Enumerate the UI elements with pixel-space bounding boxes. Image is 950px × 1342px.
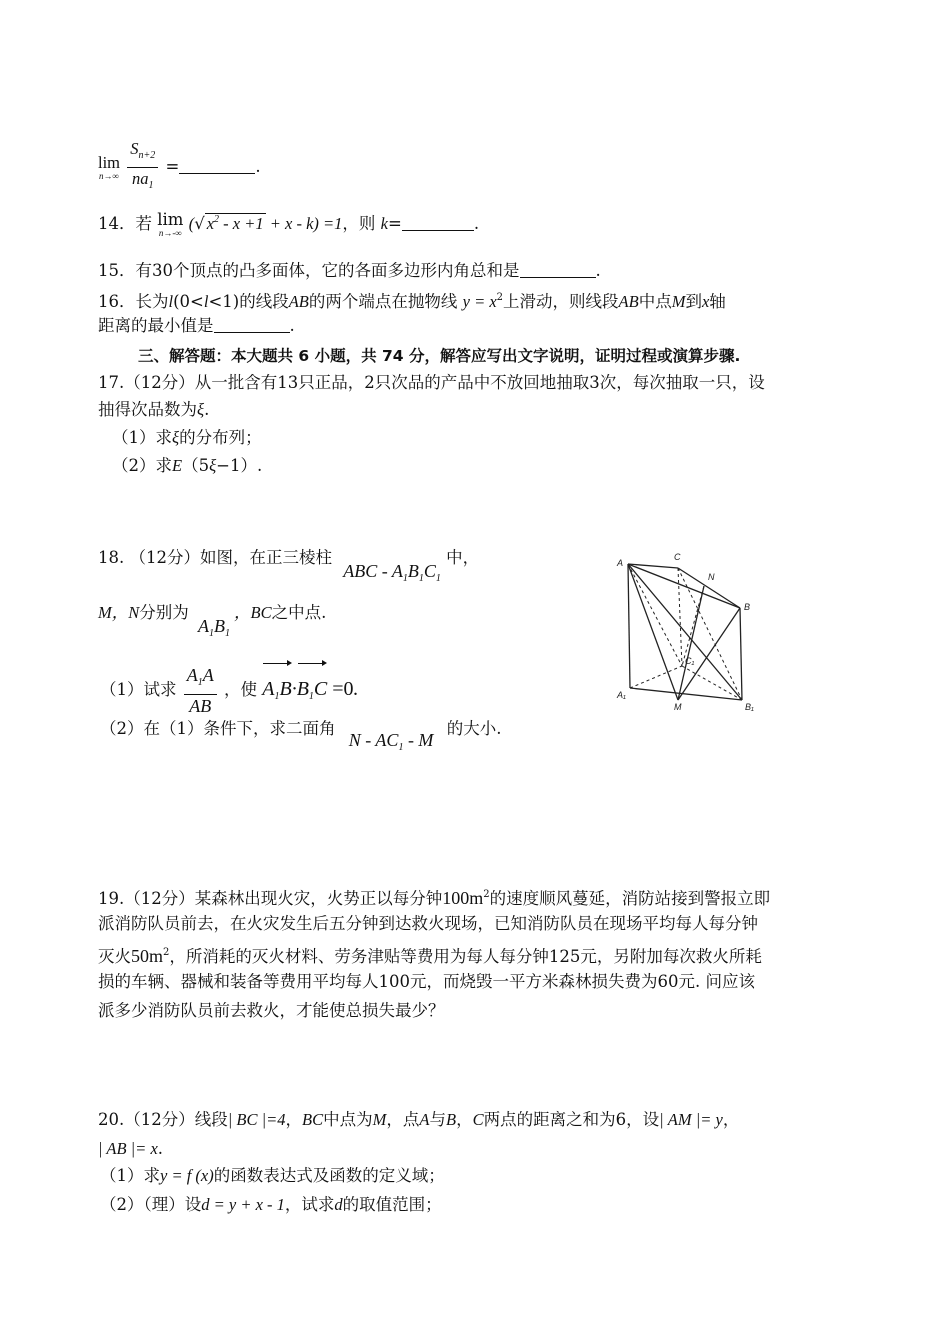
question-19-line1: 19.（12分）某森林出现火灾，火势正以每分钟$100m^2$的速度顺风蔓延，消防站接到警报立即 — [98, 888, 771, 908]
question-20-part1: （1）求y = f (x)的函数表达式及函数的定义域； — [100, 1166, 445, 1185]
question-16-line2: 距离的最小值是 . — [98, 316, 295, 335]
question-17-line1: 17.（12分）从一批含有13只正品，2只次品的产品中不放回地抽取3次，每次抽取一只，设 — [98, 373, 765, 392]
question-18-line1: 18. （12分）如图，在正三棱柱 ABC - $A_1B_1C_1$ 中， — [98, 548, 480, 584]
limit-operator: lim n→-∞ — [157, 209, 184, 238]
question-18-part1: （1）试求 $\frac{A_1A}{AB}$ ，使 $A_1B\cdot B_1C =0$. — [100, 660, 359, 722]
label-m: M — [674, 702, 682, 712]
label-c1: C₁ — [685, 656, 695, 666]
dihedral-angle-name: N - $AC_1$ - M — [348, 730, 434, 753]
question-20-part2: （2）（理）设d = y + x - 1，试求d的取值范围； — [100, 1195, 442, 1214]
fraction: $\frac{S_{n+2}}{na_1}$ — [127, 138, 158, 197]
limit-operator: lim n→∞ — [98, 152, 121, 181]
sqrt-expression: $x^2 - x +1$ — [206, 214, 264, 233]
question-20-line2: | AB |= x. — [98, 1139, 164, 1158]
question-15: 15．有30个顶点的凸多面体，它的各面多边形内角总和是 . — [98, 261, 601, 280]
ratio-fraction: $\frac{A_1A}{AB}$ — [184, 664, 217, 717]
answer-blank — [520, 262, 596, 278]
label-b1: B₁ — [745, 702, 754, 712]
question-17-part1: （1）求ξ的分布列； — [112, 428, 262, 447]
question-18-line2: M，N分别为 $A_1B_1$，BC之中点. — [98, 603, 327, 639]
label-n: N — [708, 572, 715, 582]
prism-name: ABC - $A_1B_1C_1$ — [343, 561, 441, 584]
question-17-line2: 抽得次品数为ξ. — [98, 400, 210, 419]
question-17-part2: （2）求E（5ξ−1）. — [112, 456, 263, 475]
segment-name: $A_1B_1$ — [198, 616, 231, 639]
answer-blank — [402, 215, 474, 231]
question-16-line1: 16．长为l(0<l<1)的线段AB的两个端点在抛物线 $y = x^2$上滑动，则线段AB中点M到x轴 — [98, 292, 726, 311]
label-c: C — [674, 552, 681, 562]
vector-dot-equation: $A_1B\cdot B_1C =0$. — [262, 678, 358, 700]
q13-tail: lim n→∞ $\frac{S_{n+2}}{na_1}$ = . — [98, 138, 261, 197]
question-19-line4: 损的车辆、器械和装备等费用平均每人100元，而烧毁一平方米森林损失费为60元. 问应该 — [98, 972, 755, 991]
question-20-line1: 20.（12分）线段| BC |=4，BC中点为M，点A与B，C两点的距离之和为6，设| AM |= y， — [98, 1110, 740, 1129]
question-18-part2: （2）在（1）条件下，求二面角 N - $AC_1$ - M 的大小. — [100, 719, 502, 753]
prism-figure — [612, 548, 772, 716]
section-3-heading: 三、解答题：本大题共 6 小题，共 74 分，解答应写出文字说明，证明过程或演算步骤. — [138, 347, 741, 365]
answer-blank — [179, 158, 255, 174]
label-b: B — [744, 602, 751, 612]
question-19-line5: 派多少消防队员前去救火，才能使总损失最少？ — [98, 1001, 445, 1020]
question-19-line2: 派消防队员前去，在火灾发生后五分钟到达救火现场，已知消防队员在现场平均每人每分钟 — [98, 914, 758, 933]
question-19-line3: 灭火$50m^2$，所消耗的灭火材料、劳务津贴等费用为每人每分钟125元，另附加每次救火所耗 — [98, 946, 762, 966]
label-a1: A₁ — [617, 690, 626, 700]
answer-blank — [214, 317, 290, 333]
question-14: 14．若 lim n→-∞ (√ $x^2 - x +1 + x - k) =1$，则 k= . — [98, 209, 480, 238]
label-a: A — [617, 558, 624, 568]
